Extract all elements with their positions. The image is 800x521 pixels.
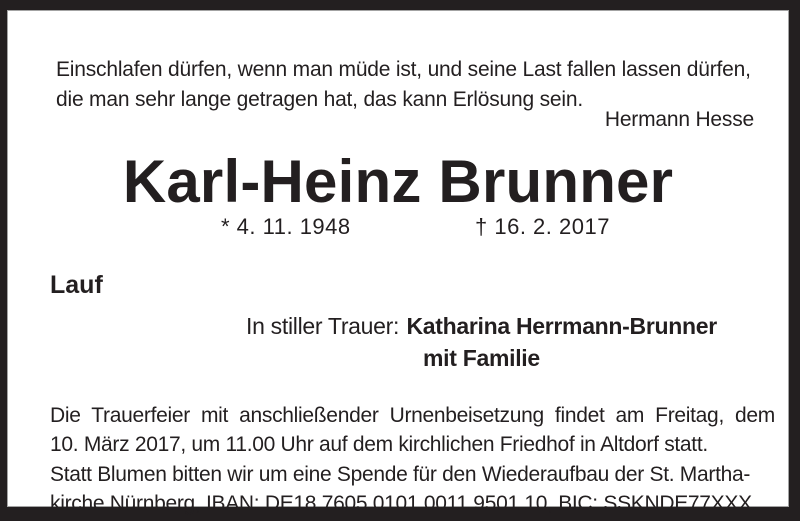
notice-card <box>7 10 789 515</box>
deceased-name: Karl-Heinz Brunner <box>122 148 674 215</box>
quote-line-1: Einschlafen dürfen, wenn man müde ist, und seine Last fallen lassen dürfen, <box>56 58 751 81</box>
funeral-info-block <box>50 401 775 518</box>
mourners-line <box>246 315 717 338</box>
funeral-line-2: 10. März 2017, um 11.00 Uhr auf dem kirchlichen Friedhof in Altdorf statt. <box>50 433 708 457</box>
funeral-line-1: Die Trauerfeier mit anschließender Urnenbeisetzung findet am Freitag, dem <box>50 404 775 427</box>
funeral-line-4: kirche Nürnberg, IBAN: DE18 7605 0101 0011 9501 10, BIC: SSKNDE77XXX. <box>50 491 758 515</box>
mourners-suffix: mit Familie <box>423 345 540 371</box>
place-name: Lauf <box>50 271 103 299</box>
death-date: † 16. 2. 2017 <box>475 214 610 239</box>
mourners-block <box>246 315 717 370</box>
quote-line-2: die man sehr lange getragen hat, das kann Erlösung sein. <box>56 88 583 111</box>
funeral-line-3: Statt Blumen bitten wir um eine Spende für den Wiederaufbau der St. Martha- <box>50 462 751 486</box>
birth-date: * 4. 11. 1948 <box>221 214 351 239</box>
mourner-name: Katharina Herrmann-Brunner <box>406 313 717 339</box>
quote-attribution: Hermann Hesse <box>604 108 754 131</box>
mourners-intro: In stiller Trauer: <box>246 313 400 339</box>
